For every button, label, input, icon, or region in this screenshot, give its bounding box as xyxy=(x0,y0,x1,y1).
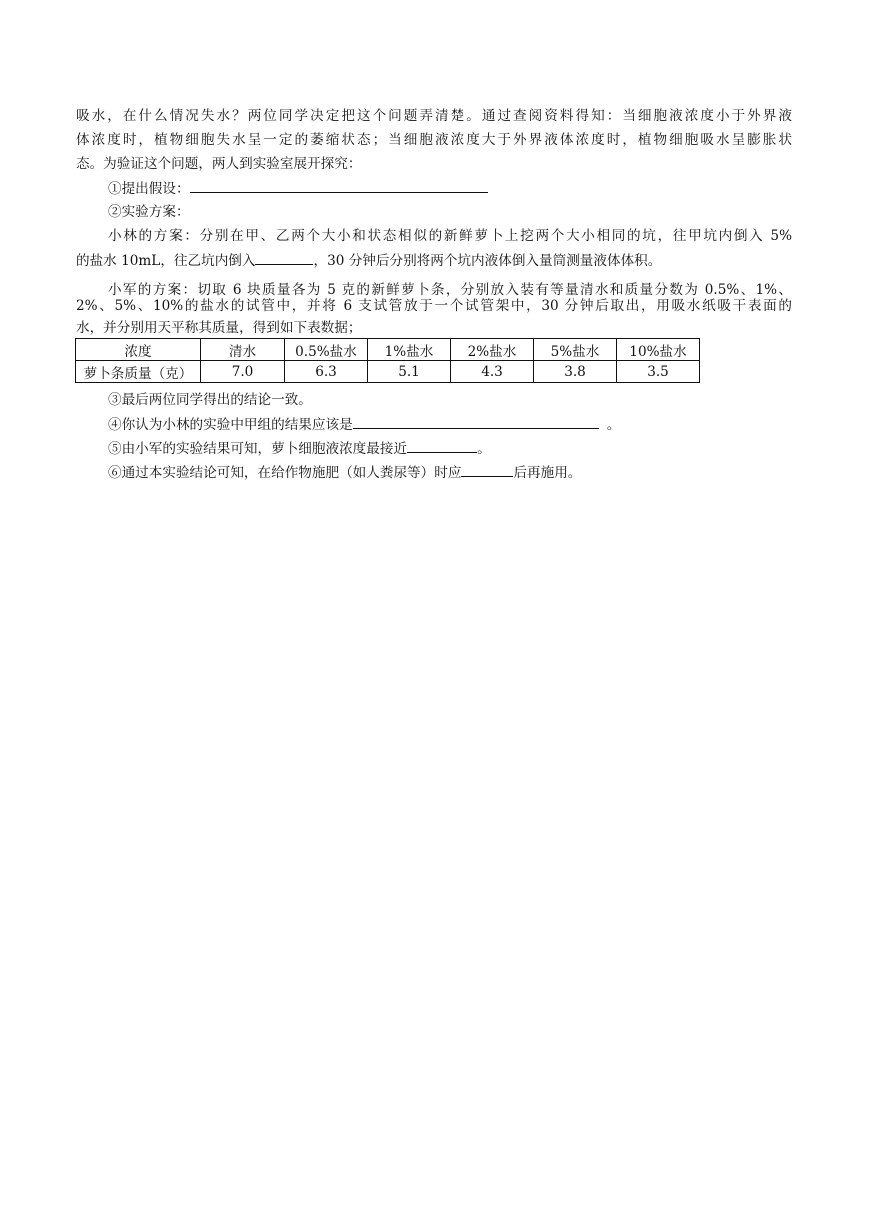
results-table xyxy=(75,338,700,383)
question-6-end: 后再施用。 xyxy=(513,465,582,481)
question-4-end: 。 xyxy=(606,417,621,433)
question-5 xyxy=(108,438,491,459)
hypothesis-item xyxy=(108,178,488,199)
conclusion-item: ③最后两位同学得出的结论一致。 xyxy=(108,392,312,408)
question-5-answer-blank[interactable] xyxy=(407,438,477,453)
xiaojun-line-1: 小军的方案：切取 6 块质量各为 5 克的新鲜萝卜条，分别放入装有等量清水和质量分数为 0.5%、1%、 xyxy=(108,282,792,298)
intro-line-2: 体浓度时，植物细胞失水呈一定的萎缩状态；当细胞液浓度大于外界液体浓度时，植物细胞吸水呈膨胀状 xyxy=(76,132,792,148)
hypothesis-label: ①提出假设： xyxy=(108,181,190,197)
table-header-row xyxy=(76,339,700,361)
question-4 xyxy=(108,414,620,435)
intro-line-1: 吸水，在什么情况失水？两位同学决定把这个问题弄清楚。通过查阅资料得知：当细胞液浓度小于外界液 xyxy=(76,108,792,124)
yi-pit-answer-blank[interactable] xyxy=(255,250,313,265)
plan-label: ②实验方案： xyxy=(108,204,190,220)
table-header-cell: 2%盐水 xyxy=(451,339,534,361)
table-cell: 4.3 xyxy=(451,361,534,383)
table-header-cell: 0.5%盐水 xyxy=(285,339,368,361)
question-6 xyxy=(108,462,581,483)
xiaolin-line-1: 小林的方案：分别在甲、乙两个大小和状态相似的新鲜萝卜上挖两个大小相同的坑，往甲坑内倒入 5% xyxy=(108,228,792,244)
xiaojun-line-2: 2%、5%、10%的盐水的试管中，并将 6 支试管放于一个试管架中，30 分钟后取出，用吸水纸吸干表面的 xyxy=(76,298,792,314)
question-5-end: 。 xyxy=(477,441,491,457)
table-cell: 6.3 xyxy=(285,361,368,383)
xiaojun-line-3: 水，并分别用天平称其质量，得到如下表数据； xyxy=(76,320,362,336)
table-header-cell: 清水 xyxy=(201,339,285,361)
hypothesis-answer-blank[interactable] xyxy=(190,178,488,193)
table-row xyxy=(76,361,700,383)
table-cell: 5.1 xyxy=(368,361,451,383)
table-cell: 3.8 xyxy=(534,361,617,383)
table-cell: 3.5 xyxy=(617,361,700,383)
question-6-text: ⑥通过本实验结论可知，在给作物施肥（如人粪尿等）时应 xyxy=(108,465,462,481)
table-header-cell: 1%盐水 xyxy=(368,339,451,361)
intro-line-3: 态。为验证这个问题，两人到实验室展开探究： xyxy=(76,156,362,172)
xiaolin-line-2-end: ，30 分钟后分别将两个坑内液体倒入量筒测量液体体积。 xyxy=(313,253,662,269)
table-header-cell: 10%盐水 xyxy=(617,339,700,361)
table-cell: 7.0 xyxy=(201,361,285,383)
question-4-answer-blank[interactable] xyxy=(353,414,599,429)
table-cell: 萝卜条质量（克） xyxy=(76,361,201,383)
question-4-text: ④你认为小林的实验中甲组的结果应该是 xyxy=(108,417,353,433)
question-6-answer-blank[interactable] xyxy=(461,462,513,477)
question-5-text: ⑤由小军的实验结果可知，萝卜细胞液浓度最接近 xyxy=(108,441,408,457)
xiaolin-line-2 xyxy=(76,250,661,271)
xiaolin-line-2-start: 的盐水 10mL，往乙坑内倒入 xyxy=(76,253,256,269)
table-header-cell: 5%盐水 xyxy=(534,339,617,361)
table-header-cell: 浓度 xyxy=(76,339,201,361)
